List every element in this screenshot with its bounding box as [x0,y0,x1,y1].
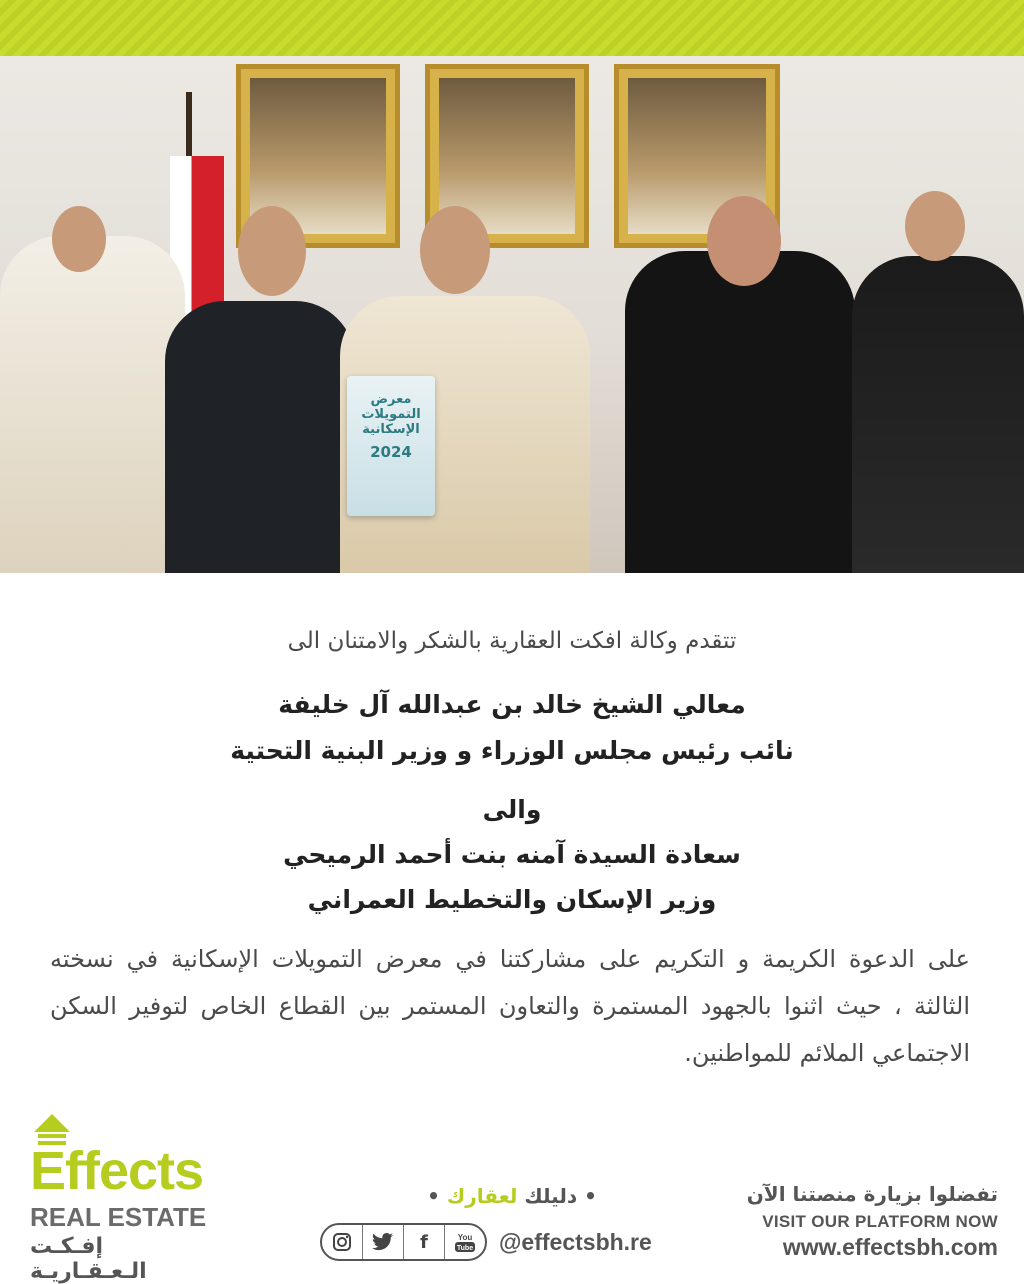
recipient1-title: نائب رئيس مجلس الوزراء و وزير البنية التحتية [230,736,794,765]
social-icons [320,1223,487,1261]
and-line: والى [482,795,542,824]
instagram-icon[interactable] [322,1225,362,1259]
recipient2-name: سعادة السيدة آمنه بنت أحمد الرميحي [283,840,741,869]
person-suit-head [238,206,306,296]
person-woman [625,251,855,573]
visit-english: VISIT OUR PLATFORM NOW [762,1212,998,1231]
tagline-prefix: دليلك [524,1184,578,1208]
logo-brand: Effects [30,1141,204,1201]
person-suit [165,301,355,573]
tagline: • دليلك لعقارك • [427,1184,597,1208]
top-accent-band [0,0,1024,56]
intro-line: تتقدم وكالة افكت العقارية بالشكر والامتنان الى [287,628,737,654]
ceremony-photo [0,56,1024,573]
recipient1-name: معالي الشيخ خالد بن عبدالله آل خليفة [278,690,746,719]
svg-text:You: You [457,1233,473,1242]
award-trophy: معرض التمويلات الإسكانية 2024 [347,376,435,516]
thanks-paragraph: على الدعوة الكريمة و التكريم على مشاركتنا في معرض التمويلات الإسكانية في نسخته الثالثة ، حيث اثنوا بالجهود المستمرة والتعاون المستمر بين القطاع الخاص لتوفير السكن الاجتماعي الملائم للمواطنين. [50,945,970,1067]
person-far-left-head [52,206,106,272]
facebook-icon[interactable]: f [403,1225,444,1259]
recipient2-title: وزير الإسكان والتخطيط العمراني [307,885,717,914]
person-far-left [0,236,185,573]
visit-block [698,1182,998,1261]
logo-subtitle: REAL ESTATE [30,1202,207,1232]
social-handle[interactable]: @effectsbh.re [499,1228,652,1255]
logo-arabic: إفـكـت الـعـقـاريـة [30,1234,147,1284]
website-link[interactable]: www.effectsbh.com [782,1234,998,1260]
person-woman-head [707,196,781,286]
tagline-highlight: لعقارك [446,1184,518,1208]
person-far-right-head [905,191,965,261]
svg-text:Tube: Tube [456,1245,474,1252]
social-bar [320,1223,652,1261]
twitter-icon[interactable] [362,1225,403,1259]
effects-logo [28,1112,238,1284]
youtube-icon[interactable] [444,1225,485,1259]
visit-arabic: تفضلوا بزيارة منصتنا الآن [746,1182,998,1206]
person-far-right [852,256,1024,573]
person-center-head [420,206,490,294]
